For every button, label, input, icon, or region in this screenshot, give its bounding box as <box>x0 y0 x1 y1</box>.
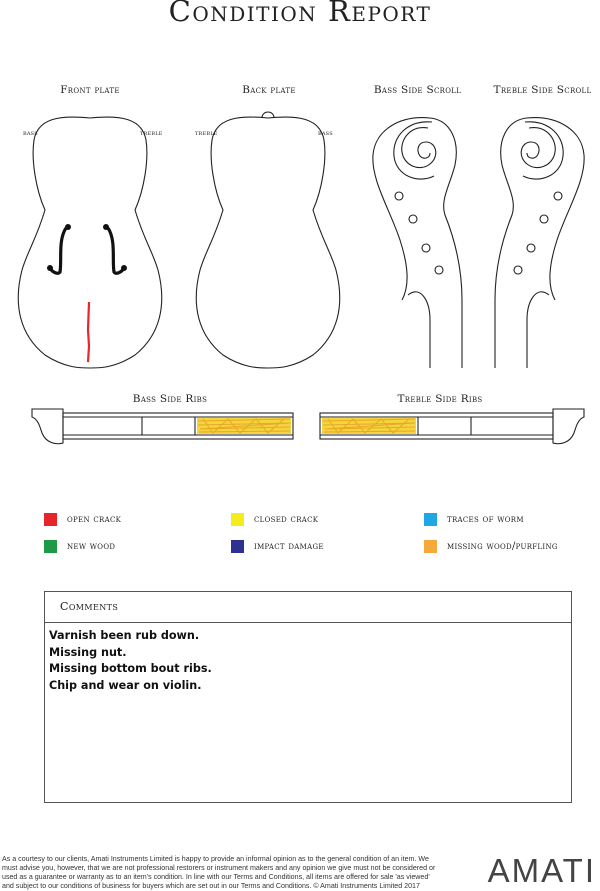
closed-crack-swatch <box>231 513 244 526</box>
front-plate-treble-label: treble <box>140 129 163 137</box>
legend <box>44 512 584 562</box>
back-plate-treble-label: treble <box>195 129 218 137</box>
legend-new-wood: new wood <box>44 539 115 553</box>
bass-side-ribs-drawing <box>28 405 298 455</box>
bass-scroll-label: Bass Side Scroll <box>373 84 462 96</box>
comments-header <box>45 592 571 623</box>
comment-line: Varnish been rub down. <box>49 629 200 642</box>
impact-damage-swatch <box>231 540 244 553</box>
legend-traces-of-worm: traces of worm <box>424 512 524 526</box>
legend-open-crack: open crack <box>44 512 121 526</box>
comments-body <box>45 623 571 694</box>
front-plate-label: Front plate <box>60 84 120 96</box>
open-crack-mark <box>88 302 89 362</box>
back-plate-label: Back plate <box>242 84 296 96</box>
treble-side-scroll-drawing <box>487 100 597 375</box>
treble-ribs-label: Treble Side Ribs <box>397 393 483 405</box>
bass-side-scroll-drawing <box>360 100 470 375</box>
legend-closed-crack: closed crack <box>231 512 318 526</box>
comment-line: Missing nut. <box>49 645 127 659</box>
front-plate-drawing <box>0 100 190 380</box>
new-wood-swatch <box>44 540 57 553</box>
legend-missing-wood: missing wood/purfling <box>424 539 558 553</box>
treble-scroll-label: Treble Side Scroll <box>493 84 592 96</box>
page-title: Condition Report <box>168 0 432 28</box>
bass-ribs-label: Bass Side Ribs <box>132 393 208 405</box>
amati-logo: AMATI <box>487 852 596 889</box>
comment-line: Chip and wear on violin. <box>49 678 202 692</box>
treble-side-ribs-drawing <box>318 405 588 455</box>
comments-box <box>44 591 572 803</box>
front-plate-bass-label: bass <box>23 129 38 137</box>
comments-heading: Comments <box>60 600 119 613</box>
traces-of-worm-swatch <box>424 513 437 526</box>
back-plate-bass-label: bass <box>318 129 333 137</box>
missing-wood-scribble-bass <box>197 418 291 434</box>
missing-wood-scribble-treble <box>322 418 416 434</box>
missing-wood-swatch <box>424 540 437 553</box>
legend-impact-damage: impact damage <box>231 539 324 553</box>
comment-line: Missing bottom bout ribs. <box>49 662 212 675</box>
footer-disclaimer: As a courtesy to our clients, Amati Instruments Limited is happy to provide an informal opinion as to the general condition of an item. We must advise you, however, that we are not professional restorers or instrument makers and any opinion we give must not be considered or used as a guarantee or warranty as to an item's condition. In line with our Terms and Conditions, all items are offered for sale 'as viewed' and subject to our conditions of business for buyers which are set out in our Terms and Conditions. © Amati Instruments Limited 2017 <box>2 855 436 891</box>
back-plate-drawing <box>178 100 368 380</box>
open-crack-swatch <box>44 513 57 526</box>
